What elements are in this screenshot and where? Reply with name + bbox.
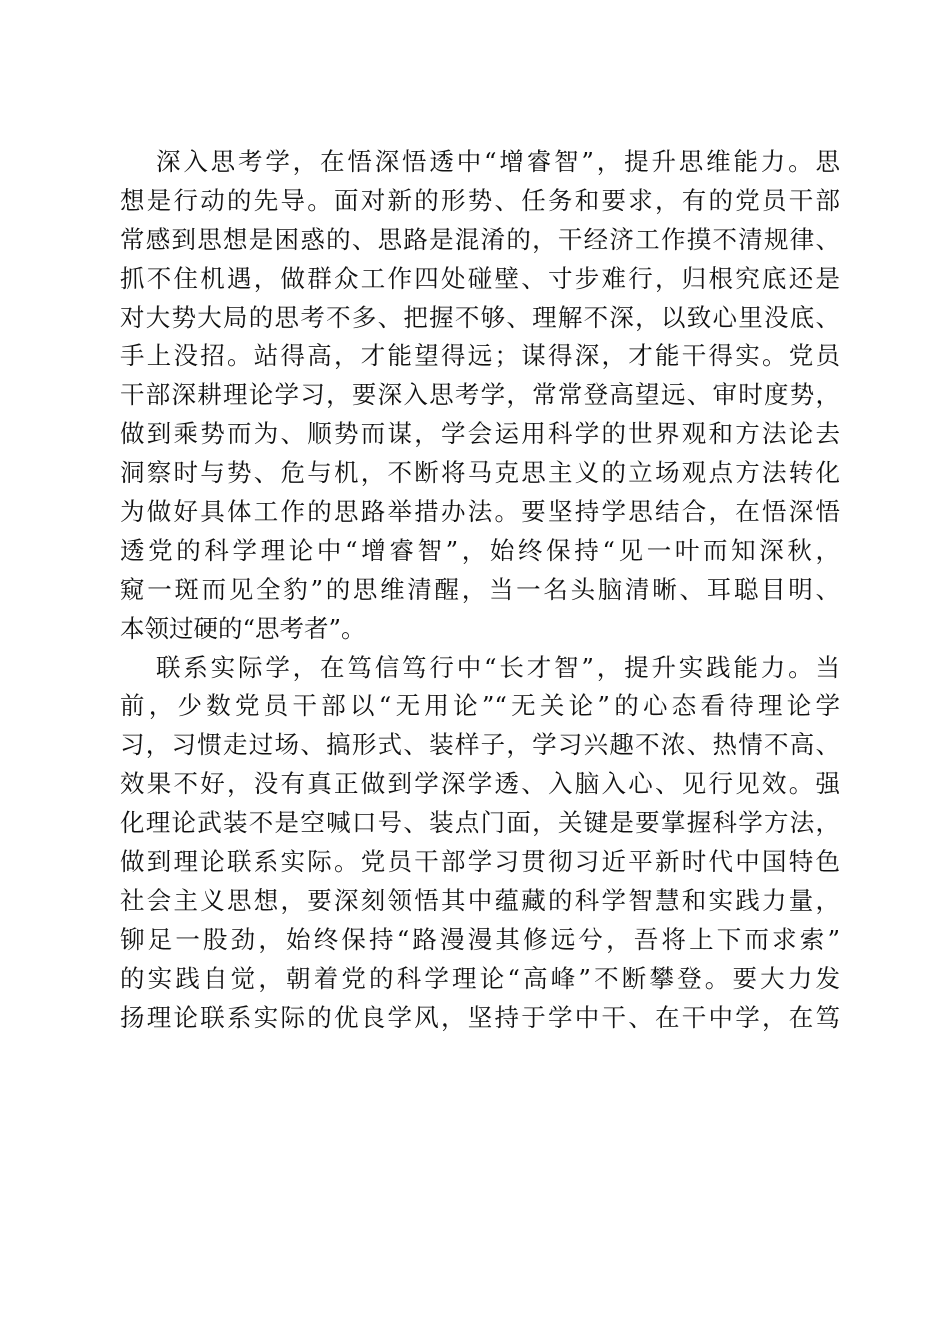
text-line: 联系实际学，在笃信笃行中“长才智”，提升实践能力。当: [156, 652, 840, 682]
text-line: 洞察时与势、危与机，不断将马克思主义的立场观点方法转化: [120, 458, 840, 488]
text-line: 为做好具体工作的思路举措办法。要坚持学思结合，在悟深悟: [120, 497, 840, 527]
text-line: 抓不住机遇，做群众工作四处碰壁、寸步难行，归根究底还是: [120, 263, 840, 293]
text-line: 干部深耕理论学习，要深入思考学，常常登高望远、审时度势，: [120, 380, 840, 410]
text-line: 对大势大局的思考不多、把握不够、理解不深，以致心里没底、: [120, 302, 840, 332]
text-line: 的实践自觉，朝着党的科学理论“高峰”不断攀登。要大力发: [120, 963, 840, 993]
text-line: 习，习惯走过场、搞形式、装样子，学习兴趣不浓、热情不高、: [120, 730, 840, 760]
text-line: 化理论武装不是空喊口号、装点门面，关键是要掌握科学方法，: [120, 808, 840, 838]
body-text: [120, 143, 840, 1037]
text-line: 铆足一股劲，始终保持“路漫漫其修远兮，吾将上下而求索”: [120, 924, 840, 954]
text-line: 常感到思想是困惑的、思路是混淆的，干经济工作摸不清规律、: [120, 224, 840, 254]
text-line: 社会主义思想，要深刻领悟其中蕴藏的科学智慧和实践力量，: [120, 885, 840, 915]
text-line: 做到乘势而为、顺势而谋，学会运用科学的世界观和方法论去: [120, 419, 840, 449]
paragraph-thinking: [120, 143, 840, 649]
text-line: 扬理论联系实际的优良学风，坚持于学中干、在干中学，在笃: [120, 1002, 840, 1032]
text-line: 深入思考学，在悟深悟透中“增睿智”，提升思维能力。思: [156, 147, 840, 176]
text-line: 前，少数党员干部以“无用论”“无关论”的心态看待理论学: [120, 691, 840, 721]
text-line: 本领过硬的“思考者”。: [120, 613, 366, 643]
text-line: 透党的科学理论中“增睿智”，始终保持“见一叶而知深秋，: [120, 535, 840, 565]
text-line: 效果不好，没有真正做到学深学透、入脑入心、见行见效。强: [120, 769, 840, 799]
text-line: 窥一斑而见全豹”的思维清醒，当一名头脑清晰、耳聪目明、: [120, 574, 840, 604]
text-line: 想是行动的先导。面对新的形势、任务和要求，有的党员干部: [120, 185, 840, 215]
text-line: 手上没招。站得高，才能望得远；谋得深，才能干得实。党员: [120, 341, 840, 371]
text-line: 做到理论联系实际。党员干部学习贯彻习近平新时代中国特色: [120, 847, 840, 877]
paragraph-practice: [120, 649, 840, 1038]
